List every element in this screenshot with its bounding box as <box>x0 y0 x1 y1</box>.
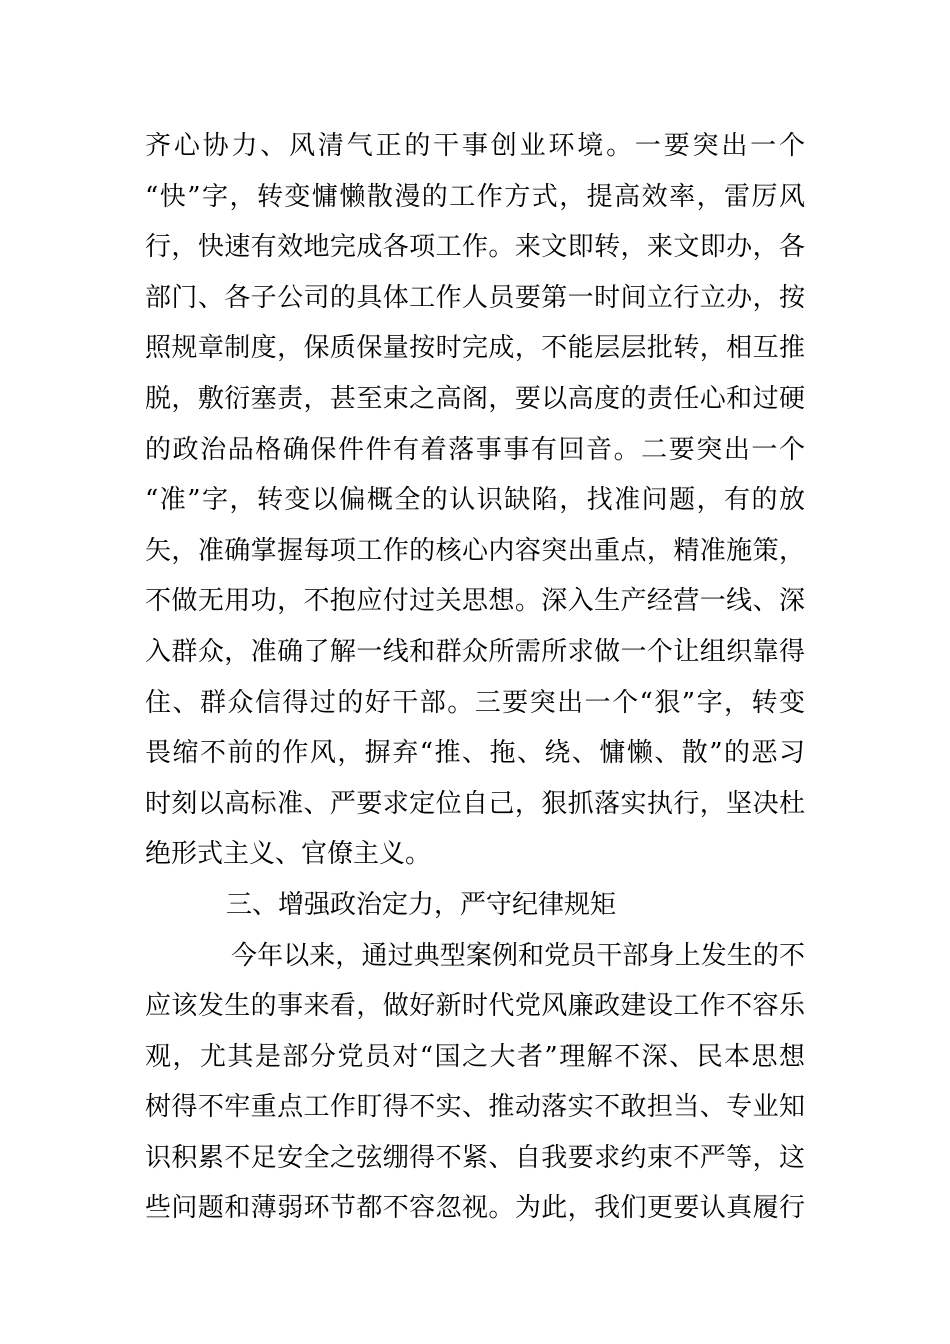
paragraph-1-line: 绝形式主义、官僚主义。 <box>145 839 432 870</box>
paragraph-2-line: 应该发生的事来看，做好新时代党风廉政建设工作不容乐 <box>145 991 805 1022</box>
paragraph-1-line: 行，快速有效地完成各项工作。来文即转，来文即办，各 <box>145 232 805 263</box>
paragraph-1-line: 的政治品格确保件件有着落事事有回音。二要突出一个 <box>145 434 805 465</box>
paragraph-1-line: 畏缩不前的作风，摒弃“推、拖、绕、慵懒、散”的恶习 <box>145 738 805 769</box>
paragraph-1-line: 齐心协力、风清气正的干事创业环境。一要突出一个 <box>145 131 805 161</box>
paragraph-1-line: 照规章制度，保质保量按时完成，不能层层批转，相互推 <box>145 333 805 364</box>
document-body <box>145 121 805 1234</box>
paragraph-1-line: 时刻以高标准、严要求定位自己，狠抓落实执行，坚决杜 <box>145 788 805 819</box>
paragraph-2-line: 观，尤其是部分党员对“国之大者”理解不深、民本思想 <box>145 1041 805 1072</box>
paragraph-1-line: “快”字，转变慵懒散漫的工作方式，提高效率，雷厉风 <box>145 181 805 212</box>
paragraph-1-line: 部门、各子公司的具体工作人员要第一时间立行立办，按 <box>145 282 805 313</box>
paragraph-2-line: 今年以来，通过典型案例和党员干部身上发生的不 <box>231 940 805 971</box>
paragraph-1-line: 不做无用功，不抱应付过关思想。深入生产经营一线、深 <box>145 586 805 617</box>
section-heading: 三、增强政治定力，严守纪律规矩 <box>226 889 617 920</box>
paragraph-2-line: 树得不牢重点工作盯得不实、推动落实不敢担当、专业知 <box>145 1092 805 1123</box>
paragraph-1-line: 脱，敷衍塞责，甚至束之高阁，要以高度的责任心和过硬 <box>145 383 805 414</box>
paragraph-2-line: 些问题和薄弱环节都不容忽视。为此，我们更要认真履行 <box>145 1193 805 1224</box>
paragraph-1-line: 入群众，准确了解一线和群众所需所求做一个让组织靠得 <box>145 636 805 667</box>
paragraph-1-line: “准”字，转变以偏概全的认识缺陷，找准问题，有的放 <box>145 485 805 516</box>
paragraph-1-line: 矢，准确掌握每项工作的核心内容突出重点，精准施策， <box>145 535 805 566</box>
paragraph-1-line: 住、群众信得过的好干部。三要突出一个“狠”字，转变 <box>145 687 805 718</box>
paragraph-2-line: 识积累不足安全之弦绷得不紧、自我要求约束不严等，这 <box>145 1142 805 1173</box>
